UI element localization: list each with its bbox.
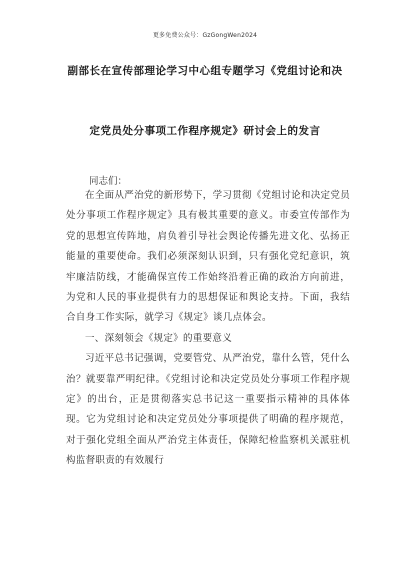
section-heading: 一、深刻领会《规定》的重要意义 <box>85 332 233 344</box>
title-line-2: 定党员处分事项工作程序规定》研讨会上的发言 <box>89 125 321 137</box>
paragraph-intro: 在全面从严治党的新形势下，学习贯彻《党组讨论和决定党员处分事项工作程序规定》具有极其重要的意义。市委宣传部作为党的思想宣传阵地，肩负着引导社会舆论传播先进文化、弘扬正能量的重要使命。我们必须深刻认识到，只有强化党纪意识，筑牢廉洁防线，才能确保宣传工作始终沿着正确的政治方向前进，为党和人民的事业提供有力的思想保证和舆论支持。下面，我结合自身工作实际，就学习《规定》谈几点体会。 <box>66 190 350 324</box>
header-note: 更多免费公众号：GzGongWen2024 <box>152 32 258 39</box>
paragraph-section-1: 习近平总书记强调，党要管党、从严治党，靠什么管，凭什么治？就要靠严明纪律。《党组讨论和决定党员处分事项工作程序规定》的出台，正是贯彻落实总书记这一重要指示精神的具体体现。它为党组讨论和决定党员处分事项提供了明确的程序规范，对于强化党组全面从严治党主体责任，保障纪检监察机关派驻机构监督职责的有效履行 <box>66 353 350 467</box>
title-line-1: 副部长在宣传部理论学习中心组专题学习《党组讨论和决 <box>67 65 343 77</box>
salutation: 同志们： <box>89 176 128 187</box>
body-text <box>66 186 350 472</box>
